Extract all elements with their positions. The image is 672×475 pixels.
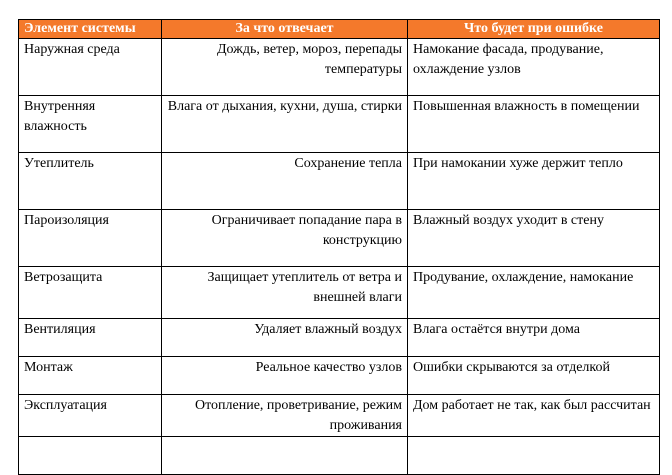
cell-element: Эксплуатация <box>19 395 162 437</box>
cell-error: Ошибки скрываются за отделкой <box>408 357 660 395</box>
cell-empty <box>408 437 660 475</box>
cell-purpose: Реальное качество узлов <box>162 357 408 395</box>
cell-element: Утеплитель <box>19 153 162 210</box>
table-row-empty <box>19 437 660 475</box>
header-error: Что будет при ошибке <box>408 20 660 39</box>
table-row <box>19 267 660 319</box>
cell-error: Дом работает не так, как был рассчитан <box>408 395 660 437</box>
cell-element: Наружная среда <box>19 39 162 96</box>
cell-empty <box>162 437 408 475</box>
cell-element: Монтаж <box>19 357 162 395</box>
table-row <box>19 153 660 210</box>
cell-element: Внутренняя влажность <box>19 96 162 153</box>
cell-purpose: Дождь, ветер, мороз, перепады температуры <box>162 39 408 96</box>
table-row <box>19 39 660 96</box>
cell-error: Намокание фасада, продувание, охлаждение узлов <box>408 39 660 96</box>
table-row <box>19 395 660 437</box>
cell-element: Ветрозащита <box>19 267 162 319</box>
cell-element: Пароизоляция <box>19 210 162 267</box>
cell-purpose: Сохранение тепла <box>162 153 408 210</box>
header-purpose: За что отвечает <box>162 20 408 39</box>
cell-error: Влага остаётся внутри дома <box>408 319 660 357</box>
cell-error: Влажный воздух уходит в стену <box>408 210 660 267</box>
table-header-row <box>19 20 660 39</box>
cell-empty <box>19 437 162 475</box>
cell-purpose: Влага от дыхания, кухни, душа, стирки <box>162 96 408 153</box>
cell-element: Вентиляция <box>19 319 162 357</box>
header-element: Элемент системы <box>19 20 162 39</box>
cell-purpose: Защищает утеплитель от ветра и внешней влаги <box>162 267 408 319</box>
cell-error: При намокании хуже держит тепло <box>408 153 660 210</box>
table-row <box>19 210 660 267</box>
cell-error: Повышенная влажность в помещении <box>408 96 660 153</box>
table-row <box>19 319 660 357</box>
cell-purpose: Отопление, проветривание, режим проживания <box>162 395 408 437</box>
table-row <box>19 96 660 153</box>
cell-purpose: Ограничивает попадание пара в конструкцию <box>162 210 408 267</box>
cell-purpose: Удаляет влажный воздух <box>162 319 408 357</box>
table-row <box>19 357 660 395</box>
cell-error: Продувание, охлаждение, намокание <box>408 267 660 319</box>
system-elements-table <box>18 19 660 475</box>
